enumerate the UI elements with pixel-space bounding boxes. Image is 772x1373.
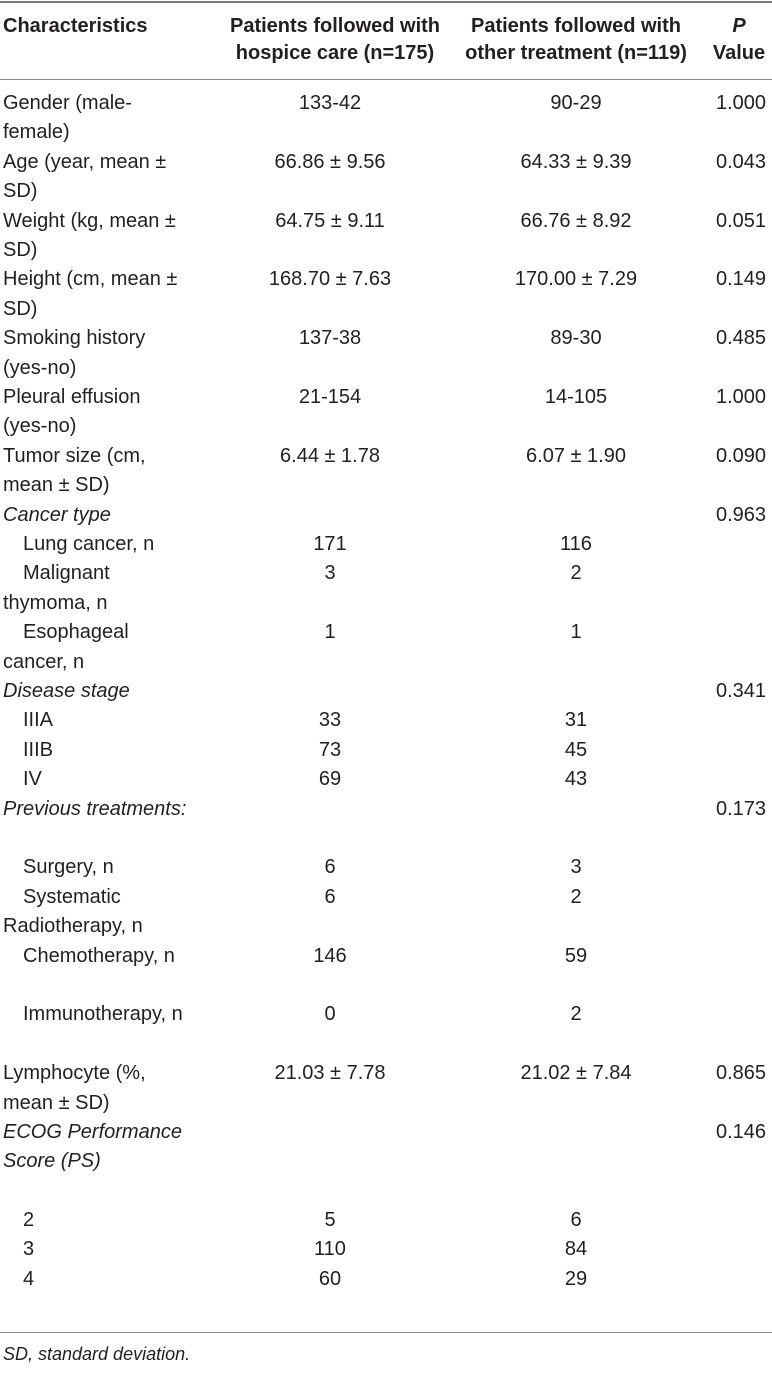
table-row [0,1000,772,1059]
row-characteristic: Smoking history (yes-no) [3,327,146,379]
row-p-value: 0.051 [715,209,767,232]
table-row [0,1206,772,1235]
table-row [0,765,772,794]
row-p-value: 0.485 [715,327,767,350]
row-other-value: 2 [570,1003,582,1026]
row-other-value: 3 [570,856,582,879]
row-hospice-value: 69 [318,768,342,791]
row-characteristic: Lymphocyte (%, mean ± SD) [3,1062,146,1114]
row-characteristic: 4 [23,1267,35,1290]
header-p-line1: P [732,15,746,37]
table-row [0,1265,772,1294]
row-other-value: 6 [570,1209,582,1232]
row-characteristic: 2 [23,1209,35,1232]
row-hospice-value: 3 [324,562,336,585]
row-other-value: 170.00 ± 7.29 [514,268,638,291]
row-p-value: 0.963 [715,503,767,526]
row-other-value: 29 [564,1267,588,1290]
row-hospice-value: 110 [314,1238,346,1261]
row-p-value: 0.865 [715,1062,767,1085]
table-row [0,501,772,530]
table-row [0,1118,772,1206]
header-hospice-line1: Patients followed with [230,15,441,37]
row-other-value: 2 [570,885,582,908]
row-other-value: 90-29 [550,92,602,114]
table-row [0,89,772,148]
row-characteristic: Systematic Radiotherapy, n [3,885,143,938]
header-hospice-care [230,13,440,67]
table-row [0,618,772,677]
row-characteristic: Chemotherapy, n [23,944,175,967]
row-characteristic: Previous treatments: [3,797,187,820]
row-hospice-value: 137-38 [298,327,362,350]
header-rule [0,79,772,80]
header-characteristics: Characteristics [3,15,148,37]
table-row [0,1235,772,1264]
table-row [0,1059,772,1118]
row-other-value: 14-105 [544,385,608,408]
bottom-rule [0,1332,772,1333]
row-hospice-value: 6 [324,885,336,908]
row-hospice-value: 33 [318,709,342,732]
row-hospice-value: 0 [324,1003,336,1026]
row-characteristic: ECOG Performance Score (PS) [3,1120,182,1173]
row-other-value: 31 [564,709,588,732]
row-other-value: 2 [570,562,582,585]
row-hospice-value: 146 [313,944,347,967]
row-other-value: 45 [564,738,588,761]
row-hospice-value: 6 [324,856,336,879]
row-characteristic: IIIA [23,709,54,732]
table-row [0,324,772,383]
table-row [0,942,772,1001]
table-footnote: SD, standard deviation. [3,1344,191,1364]
row-other-value: 43 [564,768,588,791]
row-other-value: 89-30 [550,327,602,350]
row-hospice-value: 73 [318,738,342,761]
row-other-value: 6.07 ± 1.90 [526,444,626,467]
row-characteristic: Age (year, mean ± SD) [3,150,167,203]
row-p-value: 1.000 [715,385,767,408]
table-body [0,89,772,1294]
row-hospice-value: 133-42 [298,92,362,114]
row-characteristic: Height (cm, mean ± SD) [3,268,178,320]
table-row [0,207,772,266]
table-row [0,853,772,882]
row-p-value: 0.043 [715,150,767,173]
header-other-line1: Patients followed with [470,15,681,37]
row-p-value: 0.341 [715,679,767,702]
row-other-value: 64.33 ± 9.39 [520,150,632,173]
row-other-value: 116 [560,532,592,555]
row-hospice-value: 21.03 ± 7.78 [274,1062,386,1085]
table-row [0,530,772,559]
row-characteristic: Disease stage [3,679,130,702]
header-hospice-line2: hospice care (n=175) [235,42,435,64]
row-p-value: 1.000 [715,92,767,114]
row-characteristic: Tumor size (cm, mean ± SD) [3,444,146,497]
row-characteristic: Pleural effusion (yes-no) [3,385,141,438]
table-row [0,795,772,854]
row-hospice-value: 66.86 ± 9.56 [274,150,386,173]
row-hospice-value: 5 [324,1209,336,1232]
row-other-value: 59 [564,944,588,967]
table-row [0,442,772,501]
row-characteristic: Esophageal cancer, n [3,621,129,673]
table-row [0,706,772,735]
row-characteristic: IV [23,768,42,791]
row-hospice-value: 60 [318,1267,342,1290]
row-characteristic: Weight (kg, mean ± SD) [3,209,176,261]
header-p-line2: Value [712,42,766,64]
header-other-line2: other treatment (n=119) [465,42,687,64]
header-other-treatment [446,13,706,67]
row-hospice-value: 171 [313,532,347,555]
row-p-value: 0.149 [715,268,767,291]
row-characteristic: Gender (male-female) [3,92,132,144]
table-row [0,559,772,618]
row-characteristic: 3 [23,1238,35,1261]
row-characteristic: Surgery, n [23,856,114,879]
row-characteristic: IIIB [23,738,54,761]
row-p-value: 0.090 [715,444,767,467]
row-other-value: 84 [564,1238,588,1261]
row-characteristic: Lung cancer, n [23,532,155,555]
row-characteristic: Malignant thymoma, n [3,562,110,614]
row-characteristic: Immunotherapy, n [23,1003,183,1026]
table-row [0,383,772,442]
table-row [0,736,772,765]
table-row [0,148,772,207]
row-characteristic: Cancer type [3,503,111,526]
top-rule [0,1,772,3]
row-hospice-value: 6.44 ± 1.78 [280,444,380,467]
row-other-value: 1 [570,621,582,644]
table-row [0,883,772,942]
header-p-value [706,13,772,67]
table-row [0,677,772,706]
row-hospice-value: 1 [324,621,336,644]
row-other-value: 66.76 ± 8.92 [520,209,632,232]
row-hospice-value: 64.75 ± 9.11 [275,209,385,232]
table-row [0,265,772,324]
row-other-value: 21.02 ± 7.84 [520,1062,632,1085]
row-p-value: 0.146 [715,1120,767,1143]
row-hospice-value: 21-154 [298,385,362,408]
row-p-value: 0.173 [715,797,767,820]
row-hospice-value: 168.70 ± 7.63 [268,268,392,291]
